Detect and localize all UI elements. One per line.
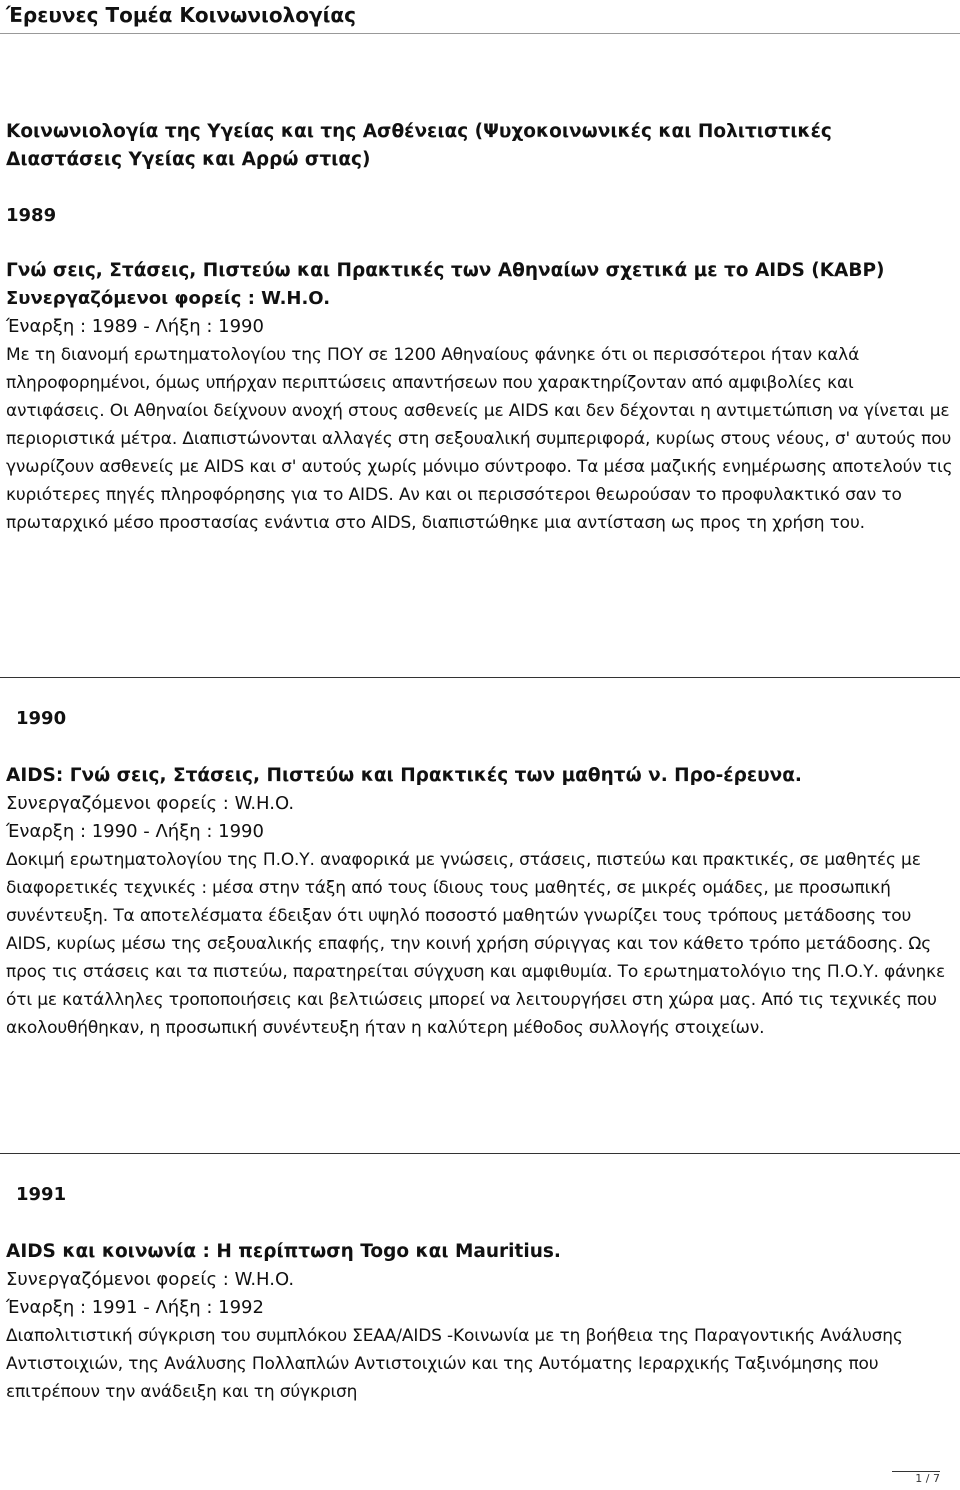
entry-year: 1990 <box>16 708 67 729</box>
entry-description: Με τη διανομή ερωτηματολογίου της ΠΟΥ σε 1200 Αθηναίους φάνηκε ότι οι περισσότεροι ήταν καλά πληροφορημένοι, όμως υπήρχαν περιπτώσεις απαντήσεων που χαρακτηρίζονταν από αμφιβολίες και αντιφάσεις. Οι Αθηναίοι δείχνουν ανοχή στους ασθενείς με AIDS και δεν δέχονται η αντιμετώπιση να γίνεται με περιοριστικά μέτρα. Διαπιστώνονται αλλαγές στη σεξουαλική συμπεριφορά, κυρίως στους νέους, σ' αυτούς που γνωρίζουν ασθενείς με AIDS και σ' αυτούς χωρίς μόνιμο σύντροφο. Τα μέσα μαζικής ενημέρωσης αποτελούν τις κυριότερες πηγές πληροφόρησης για το AIDS. Αν και οι περισσότεροι θεωρούσαν το προφυλακτικό σαν το πρωταρχικό μέσο προστασίας ενάντια στο AIDS, διαπιστώθηκε μια αντίσταση ως προς τη χρήση του. <box>6 345 953 533</box>
entry-1991 <box>6 1181 954 1406</box>
section-heading-block <box>6 118 954 174</box>
section-divider <box>0 1153 960 1154</box>
entry-1989 <box>6 202 954 537</box>
entry-year: 1989 <box>6 205 57 226</box>
entry-title: Γνώ σεις, Στάσεις, Πιστεύω και Πρακτικές των Αθηναίων σχετικά με το AIDS (ΚΑΒΡ) <box>6 260 885 281</box>
entry-1990 <box>6 705 954 1042</box>
entry-description: Δοκιμή ερωτηματολογίου της Π.Ο.Υ. αναφορικά με γνώσεις, στάσεις, πιστεύω και πρακτικές, σε μαθητές με διαφορετικές τεχνικές : μέσα στην τάξη από τους ίδιους τους μαθητές, σε μικρές ομάδες, με προσωπική συνέντευξη. Τα αποτελέσματα έδειξαν ότι υψηλό ποσοστό μαθητών γνωρίζει τους τρόπους μετάδοσης του AIDS, κυρίως μέσω της σεξουαλικής επαφής, την κοινή χρήση σύριγγας και τον κάθετο τρόπο μετάδοσης. Ως προς τις στάσεις και τα πιστεύω, παρατηρείται σύγχυση και αμφιθυμία. Το ερωτηματολόγιο της Π.Ο.Υ. φάνηκε ότι με κατάλληλες τροποποιήσεις και βελτιώσεις μπορεί να λειτουργήσει στη χώρα μας. Από τις τεχνικές που ακολουθήθηκαν, η προσωπική συνέντευξη ήταν η καλύτερη μέθοδος συλλογής στοιχείων. <box>6 850 946 1038</box>
entry-title: AIDS: Γνώ σεις, Στάσεις, Πιστεύω και Πρακτικές των μαθητώ ν. Προ-έρευνα. <box>6 765 802 786</box>
entry-dates: Έναρξη : 1991 - Λήξη : 1992 <box>6 1297 264 1318</box>
section-heading: Κοινωνιολογία της Υγείας και της Ασθένειας (Ψυχοκοινωνικές και Πολιτιστικές Διαστάσεις Υγείας και Αρρώ στιας) <box>6 121 832 170</box>
entry-partners: Συνεργαζόμενοι φορείς : W.H.O. <box>6 1269 295 1290</box>
entry-year: 1991 <box>16 1184 67 1205</box>
page-number: 1 / 7 <box>915 1472 940 1485</box>
entry-dates: Έναρξη : 1990 - Λήξη : 1990 <box>6 821 264 842</box>
entry-title: AIDS και κοινωνία : Η περίπτωση Togo και Mauritius. <box>6 1241 561 1262</box>
header-divider <box>0 33 960 34</box>
entry-partners: Συνεργαζόμενοι φορείς : W.H.O. <box>6 288 331 309</box>
entry-dates: Έναρξη : 1989 - Λήξη : 1990 <box>6 316 264 337</box>
entry-description: Διαπολιτιστική σύγκριση του συμπλόκου ΣΕΑΑ/AIDS -Κοινωνία με τη βοήθεια της Παραγοντικής Ανάλυσης Αντιστοιχιών, της Ανάλυσης Πολλαπλών Αντιστοιχιών και της Αυτόματης Ιεραρχικής Ταξινόμησης που επιτρέπουν την ανάδειξη και τη σύγκριση <box>6 1326 903 1402</box>
section-divider <box>0 677 960 678</box>
entry-partners: Συνεργαζόμενοι φορείς : W.H.O. <box>6 793 295 814</box>
page-title: Έρευνες Τομέα Κοινωνιολογίας <box>6 3 356 27</box>
